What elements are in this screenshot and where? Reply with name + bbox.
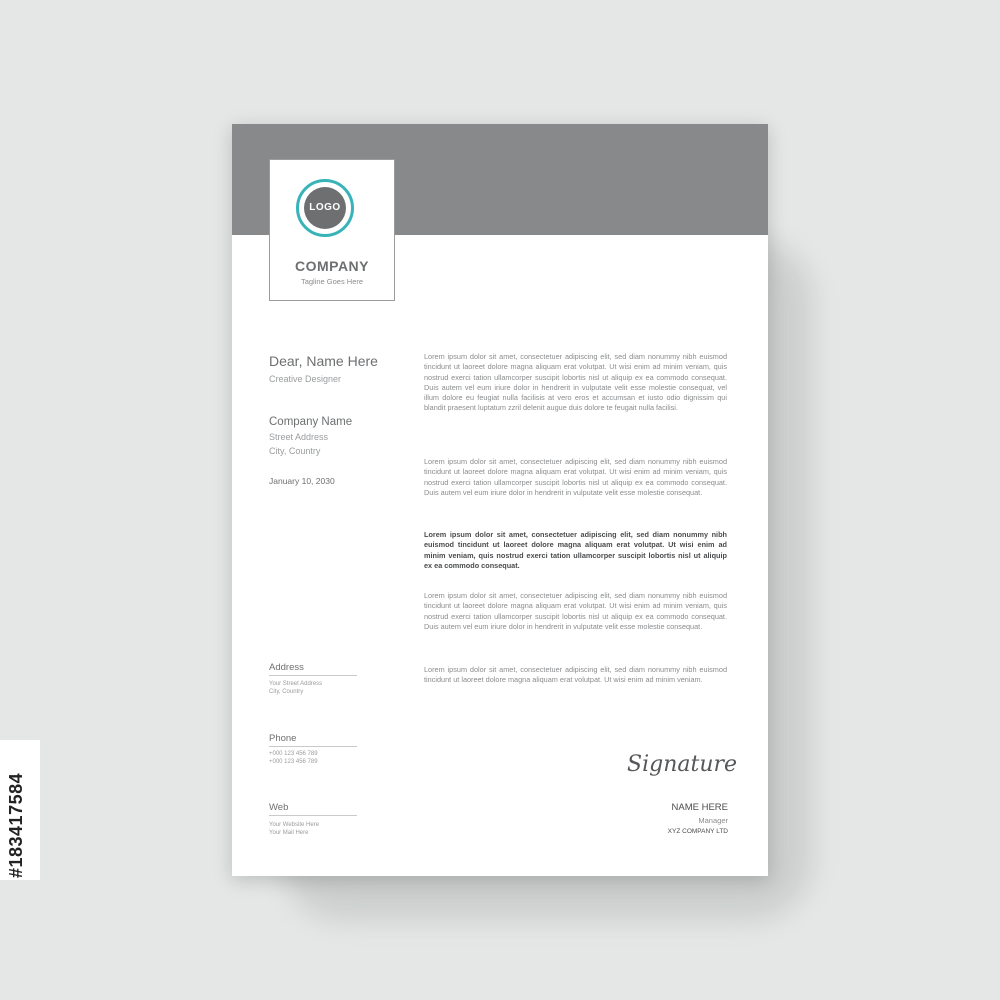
stock-id-label: #183417584 [6,772,26,878]
web-line-1: Your Website Here [269,822,320,828]
phone-label: Phone [269,733,357,747]
letterhead-page [232,124,768,876]
logo-circle: LOGO [304,187,346,229]
recipient-street: Street Address [269,432,329,442]
tagline: Tagline Goes Here [300,277,364,286]
phone-line-1: +000 123 456 789 [269,751,318,757]
logo-box [269,159,395,301]
logo-ring [296,179,354,237]
body-paragraph-1: Lorem ipsum dolor sit amet, consectetuer adipiscing elit, sed diam nonummy nibh euismod tincidunt ut laoreet dolore magna aliquam erat volutpat. Ut wisi enim ad minim veniam, quis nostrud exerci tation ullamcorper suscipit lobortis nisl ut aliquip ex ea commodo consequat. Duis autem vel eum iriure dolor in hendrerit in vulputate velit esse molestie consequat, vel illum dolore eu feugiat nulla facilisis at vero eros et accumsan et iusto odio dignissim qui blandit praesent luptatum zzril delenit augue duis dolore te feugait nulla facilisi. [424,352,727,413]
body-paragraph-highlight: Lorem ipsum dolor sit amet, consectetuer adipiscing elit, sed diam nonummy nibh euismod tincidunt ut laoreet dolore magna aliquam erat volutpat. Ut wisi enim ad minim veniam, quis nostrud exerci tation ullamcorper suscipit lobortis nisl ut aliquip ex ea commodo consequat. [424,530,727,570]
body-paragraph-4: Lorem ipsum dolor sit amet, consectetuer adipiscing elit, sed diam nonummy nibh euismod tincidunt ut laoreet dolore magna aliquam erat volutpat. Ut wisi enim ad minim veniam, quis nostrud exerci tation ullamcorper suscipit lobortis nisl ut aliquip ex ea commodo consequat. Duis autem vel eum iriure dolor in hendrerit in vulputate velit esse molestie consequat. [424,591,727,631]
signer-name: NAME HERE [671,802,728,813]
signer-role: Manager [698,816,728,825]
web-label: Web [269,802,357,816]
recipient-company: Company Name [269,416,353,428]
company-name: COMPANY [294,258,370,274]
signature-script: Signature [627,752,738,777]
recipient-city: City, Country [269,446,321,456]
web-line-2: Your Mail Here [269,830,309,836]
signer-company: XYZ COMPANY LTD [667,828,728,835]
address-label: Address [269,662,357,676]
recipient-greeting: Dear, Name Here [269,353,378,369]
address-line-1: Your Street Address [269,681,323,687]
phone-line-2: +000 123 456 789 [269,759,318,765]
recipient-role: Creative Designer [269,374,342,384]
body-paragraph-2: Lorem ipsum dolor sit amet, consectetuer adipiscing elit, sed diam nonummy nibh euismod tincidunt ut laoreet dolore magna aliquam erat volutpat. Ut wisi enim ad minim veniam, quis nostrud exerci tation ullamcorper suscipit lobortis nisl ut aliquip ex ea commodo consequat. Duis autem vel eum iriure dolor in hendrerit in vulputate velit esse molestie consequat. [424,457,727,497]
body-paragraph-5: Lorem ipsum dolor sit amet, consectetuer adipiscing elit, sed diam nonummy nibh euismod tincidunt ut laoreet dolore magna aliquam erat volutpat. Ut wisi enim ad minim veniam. [424,665,727,685]
letter-date: January 10, 2030 [269,476,335,486]
address-line-2: City, Country [269,689,304,695]
